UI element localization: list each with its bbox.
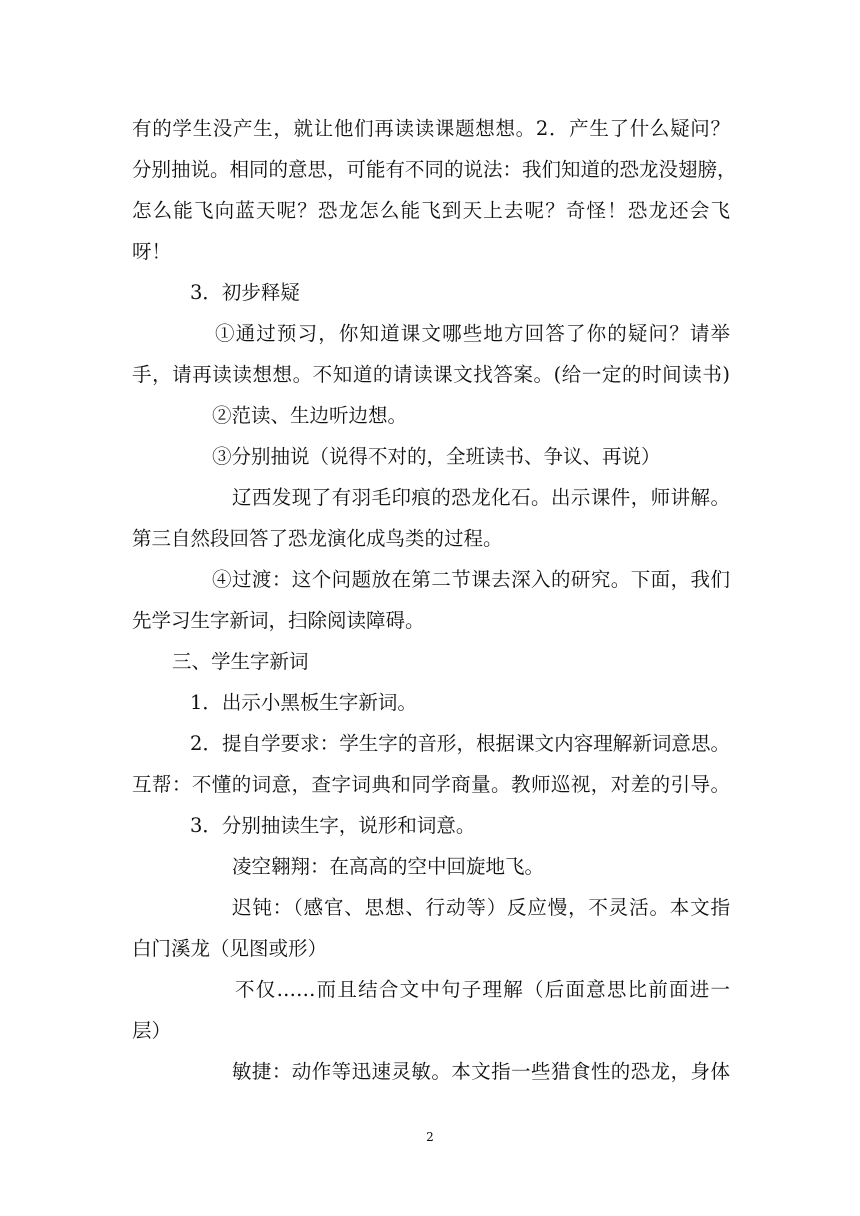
text-line: ①通过预习，你知道课文哪些地方回答了你的疑问？请举: [215, 322, 730, 345]
page-number: 2: [426, 1130, 434, 1144]
text-line: 3．分别抽读生字，说形和词意。: [190, 814, 476, 837]
section-heading: 三、学生字新词: [172, 650, 309, 673]
text-line: 先学习生字新词，扫除阅读障碍。: [132, 609, 425, 632]
text-line: 敏捷：动作等迅速灵敏。本文指一些猎食性的恐龙，身体: [232, 1060, 730, 1083]
text-line: 有的学生没产生，就让他们再读读课题想想。2．产生了什么疑问？: [132, 117, 730, 140]
text-line: ②范读、生边听边想。: [212, 404, 408, 427]
text-line: 层）: [132, 1019, 172, 1042]
text-line: 互帮：不懂的词意，查字词典和同学商量。教师巡视，对差的引导。: [132, 773, 730, 796]
text-line: 辽西发现了有羽毛印痕的恐龙化石。出示课件，师讲解。: [232, 486, 730, 509]
text-line: 白门溪龙（见图或形）: [132, 937, 328, 960]
text-line: ③分别抽说（说得不对的，全班读书、争议、再说）: [212, 445, 661, 468]
text-line: 迟钝：（感官、思想、行动等）反应慢，不灵活。本文指: [232, 896, 730, 919]
text-line: 1．出示小黑板生字新词。: [190, 691, 417, 714]
text-line: 呀！: [132, 240, 172, 263]
text-line: 第三自然段回答了恐龙演化成鸟类的过程。: [132, 527, 503, 550]
text-line: 分别抽说。相同的意思，可能有不同的说法：我们知道的恐龙没翅膀，: [132, 158, 737, 181]
text-line: 凌空翱翔：在高高的空中回旋地飞。: [232, 855, 545, 878]
text-line: ④过渡：这个问题放在第二节课去深入的研究。下面，我们: [212, 568, 730, 591]
text-line: 2．提自学要求：学生字的音形，根据课文内容理解新词意思。: [190, 732, 730, 755]
text-line: 手，请再读读想想。不知道的请读课文找答案。(给一定的时间读书): [132, 363, 730, 386]
text-line: 怎么能飞向蓝天呢？恐龙怎么能飞到天上去呢？奇怪！恐龙还会飞: [132, 199, 730, 222]
text-line: 不仅……而且结合文中句子理解（后面意思比前面进一: [235, 978, 730, 1001]
section-heading: 3．初步释疑: [190, 281, 300, 304]
